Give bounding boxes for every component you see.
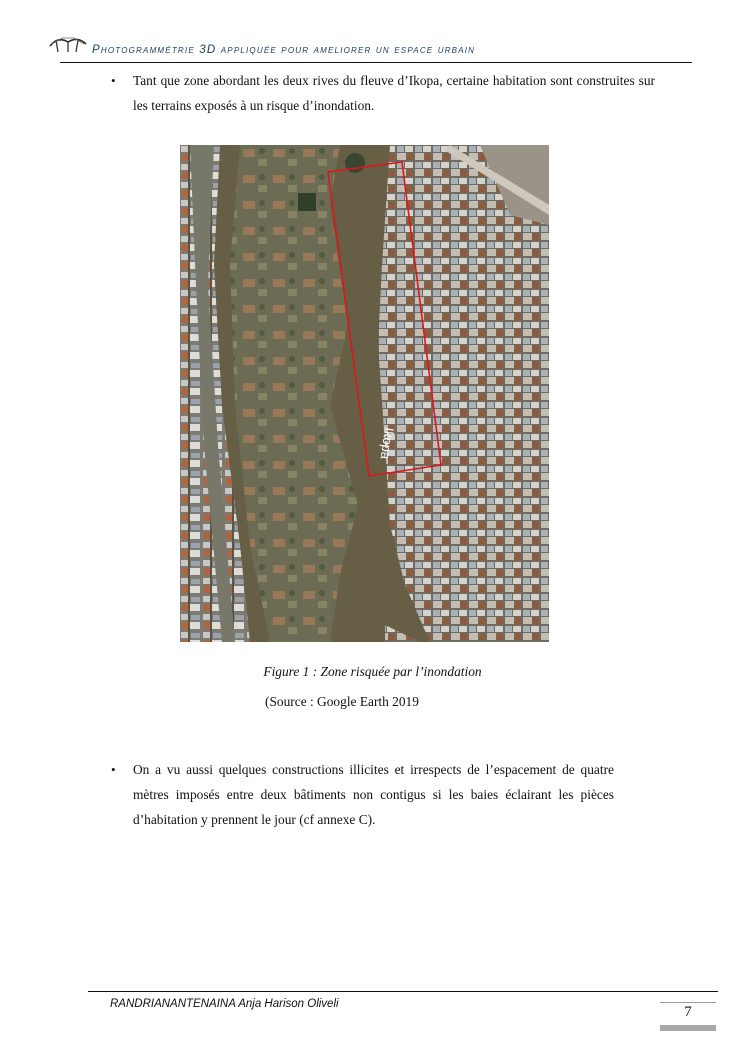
header-divider (60, 62, 692, 63)
paragraph-2: On a vu aussi quelques constructions illicites et irrespects de l’espacement de quatre mètres imposés entre deux bâtiments non contigus si les baies éclairant les pièces d’habitation y prennent le jour (cf annexe C). (133, 762, 614, 827)
header-title: Photogrammétrie 3D appliquée pour ameliorer un espace urbain (92, 44, 476, 56)
river-label: Ikopa (377, 426, 397, 461)
figure-caption: Figure 1 : Zone risquée par l’inondation (263, 664, 482, 679)
footer-divider (88, 991, 718, 992)
bullet-icon: • (111, 762, 116, 777)
aerial-map-image (180, 145, 549, 642)
page-number: 7 (684, 1004, 692, 1020)
bullet-icon: • (111, 73, 116, 88)
page-number-bar (660, 1025, 716, 1031)
footer-author: RANDRIANANTENAINA Anja Harison Oliveli (110, 998, 339, 1010)
paragraph-1: Tant que zone abordant les deux rives du fleuve d’Ikopa, certaine habitation sont construites sur les terrains exposés à un risque d’inondation. (133, 73, 655, 113)
figure-source: (Source : Google Earth 2019 (265, 694, 419, 709)
page-number-line (660, 1002, 716, 1003)
logo-icon (48, 32, 88, 54)
